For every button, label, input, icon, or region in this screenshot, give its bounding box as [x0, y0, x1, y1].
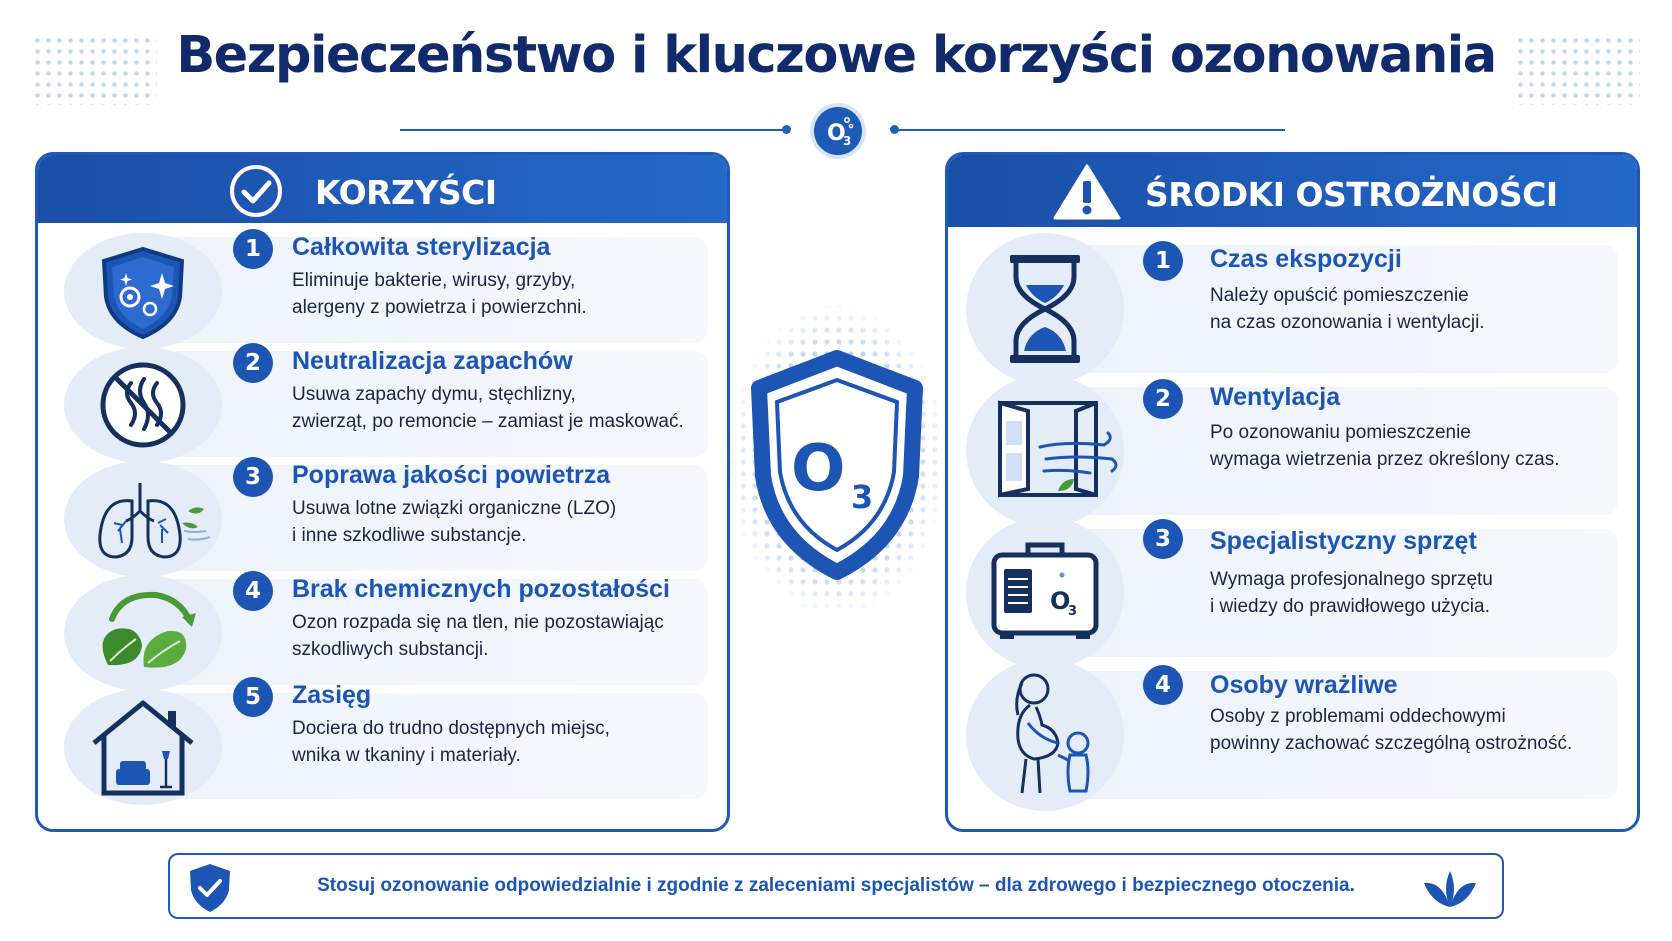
pregnant-woman-child-icon [966, 659, 1124, 811]
benefit-icon-circle-1 [64, 233, 222, 349]
precautions-panel [945, 152, 1640, 832]
precaution-icon-circle-1 [966, 233, 1124, 385]
precaution-title-4: Osoby wrażliwe [1210, 671, 1398, 699]
precaution-number-2: 2 [1143, 379, 1183, 419]
benefit-icon-circle-4 [64, 575, 222, 691]
footer-text: Stosuj ozonowanie odpowiedzialnie i zgodnie z zaleceniami specjalistów – dla zdrowego i bezpiecznego otoczenia. [317, 875, 1355, 896]
title-divider-right [895, 129, 1285, 131]
benefit-desc-1a: Eliminuje bakterie, wirusy, grzyby, [292, 270, 576, 291]
shield-sterilization-icon [64, 233, 222, 349]
benefit-desc-2b: zwierząt, po remoncie – zamiast je maskować. [292, 411, 684, 432]
badge-sub: 3 [843, 134, 852, 148]
benefit-number-4: 4 [233, 571, 273, 611]
precaution-icon-circle-2 [966, 375, 1124, 527]
benefit-title-2: Neutralizacja zapachów [292, 347, 573, 375]
divider-dot-left [782, 125, 791, 134]
precaution-number-3: 3 [1143, 519, 1183, 559]
benefit-desc-5a: Dociera do trudno dostępnych miejsc, [292, 718, 610, 739]
benefits-panel [35, 152, 730, 832]
precaution-desc-4a: Osoby z problemami oddechowymi [1210, 706, 1506, 727]
precaution-desc-4b: powinny zachować szczególną ostrożność. [1210, 733, 1573, 754]
footer-banner [168, 853, 1504, 919]
benefit-title-1: Całkowita sterylizacja [292, 233, 551, 261]
checkmark-circle-icon [228, 163, 284, 219]
benefit-desc-1b: alergeny z powietrza i powierzchni. [292, 297, 587, 318]
benefit-number-1: 1 [233, 229, 273, 269]
precaution-desc-1a: Należy opuścić pomieszczenie [1210, 285, 1469, 306]
benefit-desc-4b: szkodliwych substancji. [292, 639, 489, 660]
benefit-desc-3b: i inne szkodliwe substancje. [292, 525, 527, 546]
precaution-desc-3b: i wiedzy do prawidłowego użycia. [1210, 596, 1490, 617]
precaution-desc-3a: Wymaga profesjonalnego sprzętu [1210, 569, 1493, 590]
ozone-generator-icon [966, 517, 1124, 669]
center-o3-shield-icon [725, 300, 950, 620]
precautions-header [948, 155, 1637, 227]
badge-main: O [827, 121, 846, 146]
hourglass-icon [966, 233, 1124, 385]
page-title: Bezpieczeństwo i kluczowe korzyści ozonowania [176, 26, 1496, 85]
benefit-title-3: Poprawa jakości powietrza [292, 461, 611, 489]
precaution-title-2: Wentylacja [1210, 383, 1341, 411]
precaution-desc-1b: na czas ozonowania i wentylacji. [1210, 312, 1485, 333]
svg-text:O: O [1050, 587, 1071, 615]
precaution-title-1: Czas ekspozycji [1210, 245, 1402, 273]
leaves-icon [1416, 867, 1484, 909]
divider-dot-right [890, 125, 899, 134]
lungs-icon [64, 461, 222, 577]
title-divider-left [400, 129, 785, 131]
benefits-heading: KORZYŚCI [315, 173, 497, 212]
benefit-number-3: 3 [233, 457, 273, 497]
o3-badge-icon [810, 103, 866, 159]
benefit-desc-4a: Ozon rozpada się na tlen, nie pozostawiając [292, 612, 664, 633]
precaution-number-1: 1 [1143, 241, 1183, 281]
no-odor-icon [64, 347, 222, 463]
benefit-icon-circle-2 [64, 347, 222, 463]
open-window-icon [966, 375, 1124, 527]
benefit-icon-circle-3 [64, 461, 222, 577]
precaution-icon-circle-4 [966, 659, 1124, 811]
benefit-title-4: Brak chemicznych pozostałości [292, 575, 670, 603]
benefit-desc-3a: Usuwa lotne związki organiczne (LZO) [292, 498, 617, 519]
house-icon [64, 689, 222, 805]
benefit-number-5: 5 [233, 677, 273, 717]
benefits-header [38, 155, 727, 223]
precaution-number-4: 4 [1143, 665, 1183, 705]
svg-text:3: 3 [1068, 604, 1078, 619]
precautions-heading: ŚRODKI OSTROŻNOŚCI [1145, 175, 1558, 214]
center-shield-main: O [791, 432, 846, 506]
precaution-title-3: Specjalistyczny sprzęt [1210, 527, 1477, 555]
warning-icon [1053, 163, 1121, 221]
benefit-title-5: Zasięg [292, 681, 372, 709]
benefit-icon-circle-5 [64, 689, 222, 805]
precaution-desc-2b: wymaga wietrzenia przez określony czas. [1210, 449, 1560, 470]
precaution-desc-2a: Po ozonowaniu pomieszczenie [1210, 422, 1471, 443]
benefit-number-2: 2 [233, 343, 273, 383]
eco-leaves-icon [64, 575, 222, 691]
benefit-desc-2a: Usuwa zapachy dymu, stęchlizny, [292, 384, 576, 405]
benefit-desc-5b: wnika w tkaniny i materiały. [292, 745, 521, 766]
center-shield-sub: 3 [851, 478, 874, 516]
precaution-icon-circle-3 [966, 517, 1124, 669]
